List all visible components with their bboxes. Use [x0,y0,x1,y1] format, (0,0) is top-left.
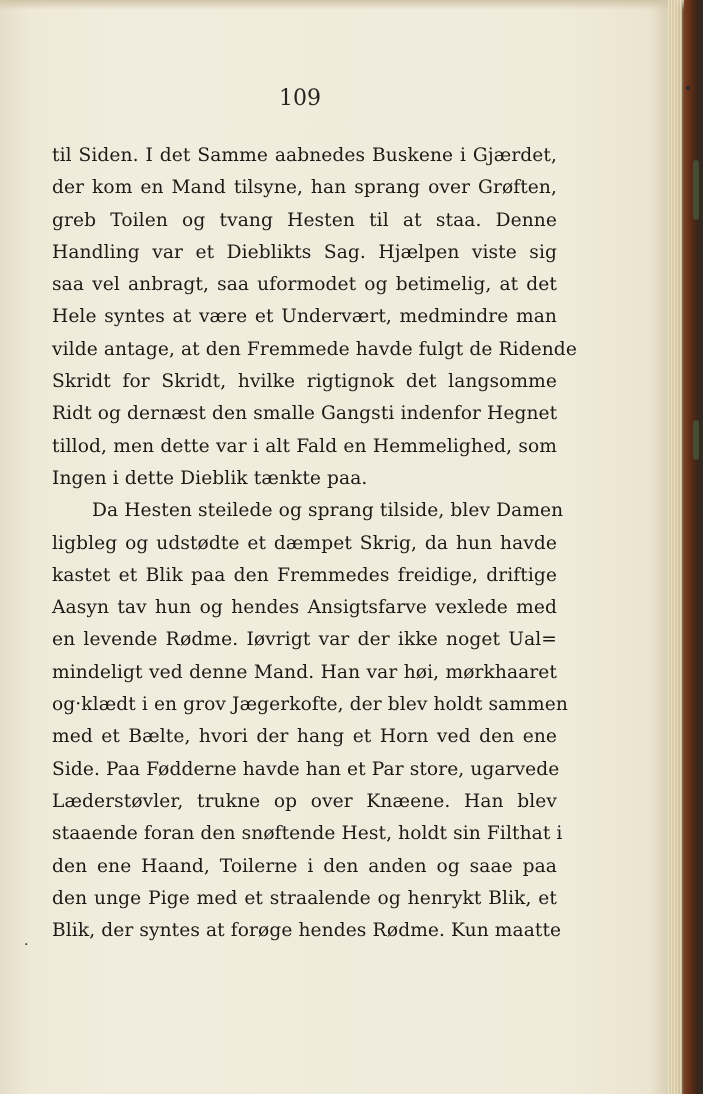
text-line: saa vel anbragt, saa uformodet og betimelig, at det [52,274,557,296]
text-line: og·klædt i en grov Jægerkofte, der blev holdt sammen [52,694,568,716]
text-line: Læderstøvler, trukne op over Knæene. Han blev [52,790,557,812]
text-line: Handling var et Dieblikts Sag. Hjælpen viste sig [52,241,557,263]
text-line: tillod, men dette var i alt Fald en Hemmelighed, som [52,435,557,457]
text-line: Blik, der syntes at forøge hendes Rødme. Kun maatte [52,920,562,942]
paragraph-1 [52,140,577,495]
page-top-shadow [0,0,703,10]
text-line: Da Hesten steilede og sprang tilside, blev Damen [92,500,564,522]
text-line: til Siden. I det Samme aabnedes Buskene i Gjærdet, [52,145,557,166]
text-line: ligbleg og udstødte et dæmpet Skrig, da hun havde [52,532,557,554]
text-line: kastet et Blik paa den Fremmedes freidige, driftige [52,564,557,586]
page-number: 109 [279,86,321,111]
paragraph-2 [52,495,568,947]
text-line: der kom en Mand tilsyne, han sprang over Grøften, [52,177,557,199]
text-line: staaende foran den snøftende Hest, holdt sin Filthat i [52,823,563,845]
text-line: greb Toilen og tvang Hesten til at staa. Denne [52,209,557,231]
text-line: Skridt for Skridt, hvilke rigtignok det langsomme [52,371,557,393]
cover-fleck [693,160,699,220]
text-line: mindeligt ved denne Mand. Han var høi, mørkhaaret [52,661,557,683]
body-text [52,140,577,947]
margin-mark: . [24,933,29,949]
text-line: Aasyn tav hun og hendes Ansigtsfarve vexlede med [52,597,557,619]
text-line: Side. Paa Fødderne havde han et Par store, ugarvede [52,758,560,780]
text-line: den ene Haand, Toilerne i den anden og saae paa [52,855,557,877]
page-speck [686,86,690,90]
text-line: den unge Pige med et straalende og henrykt Blik, et [52,887,557,909]
text-line: vilde antage, at den Fremmede havde fulgt de Ridende [52,338,577,360]
text-line: Ingen i dette Dieblik tænkte paa. [52,467,368,489]
page-edges [668,0,682,1094]
text-line: med et Bælte, hvori der hang et Horn ved den ene [52,726,557,748]
cover-fleck [693,420,699,460]
text-line: Hele syntes at være et Undervært, medmindre man [52,306,557,328]
text-line: en levende Rødme. Iøvrigt var der ikke noget Ual= [52,629,557,651]
text-line: Ridt og dernæst den smalle Gangsti indenfor Hegnet [52,403,558,425]
